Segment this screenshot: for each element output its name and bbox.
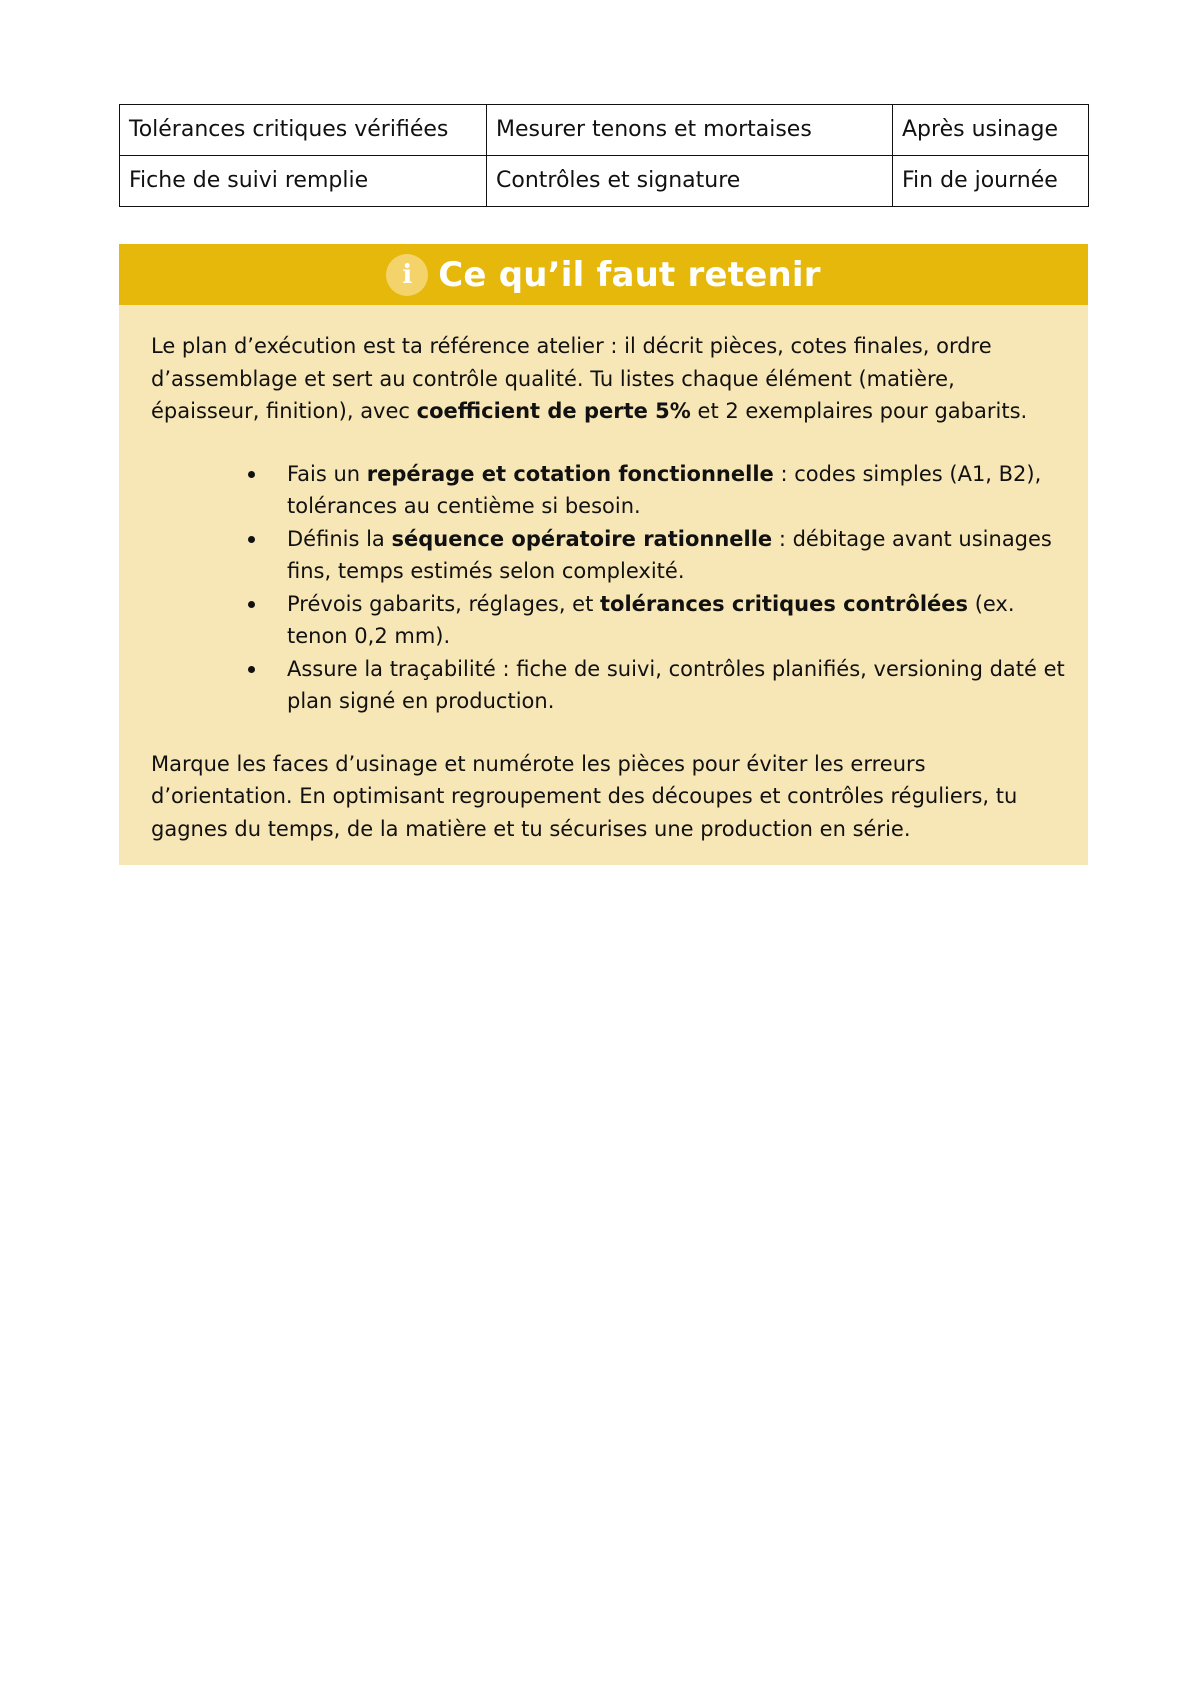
- bullet-bold: repérage et cotation fonctionnelle: [366, 461, 774, 486]
- table-row: [120, 156, 1089, 207]
- intro-bold: coefficient de perte 5%: [416, 399, 691, 423]
- bullet-text: Fais un: [287, 461, 367, 486]
- table-cell: Mesurer tenons et mortaises: [487, 105, 893, 156]
- intro-paragraph: [151, 330, 1066, 428]
- bullet-text: Prévois gabarits, réglages, et: [287, 591, 601, 616]
- bullet-bold: séquence opératoire rationnelle: [391, 526, 773, 551]
- list-item: [287, 523, 1066, 588]
- bullet-text: Assure la traçabilité : fiche de suivi, contrôles planifiés, versioning daté et plan signé en production.: [287, 656, 1065, 713]
- table-cell: Après usinage: [893, 105, 1089, 156]
- list-item: [287, 458, 1066, 523]
- key-takeaways-callout: [119, 244, 1088, 865]
- info-icon: i: [386, 254, 428, 296]
- table-cell: Fiche de suivi remplie: [120, 156, 487, 207]
- list-item: [287, 588, 1066, 653]
- table-cell: Contrôles et signature: [487, 156, 893, 207]
- checklist-table: [119, 104, 1089, 207]
- bullet-text: (ex. tenon 0,2 mm).: [287, 591, 1015, 648]
- list-item: [287, 653, 1066, 718]
- table-row: [120, 105, 1089, 156]
- outro-paragraph: Marque les faces d’usinage et numérote les pièces pour éviter les erreurs d’orientation. En optimisant regroupement des découpes et contrôles réguliers, tu gagnes du temps, de la matière et tu sécurises une production en série.: [151, 751, 1018, 841]
- intro-text-end: et 2 exemplaires pour gabarits.: [690, 399, 1028, 423]
- callout-title-wrap: [119, 244, 1088, 305]
- callout-body: [151, 330, 1066, 845]
- table-cell: Fin de journée: [893, 156, 1089, 207]
- intro-text: Le plan d’exécution est ta référence atelier : il décrit pièces, cotes finales, ordre d’assemblage et sert au contrôle qualité. Tu listes chaque élément (matière, épaisseur, finition), avec: [151, 334, 992, 423]
- callout-title: Ce qu’il faut retenir: [438, 254, 821, 295]
- bullet-text: : débitage avant usinages fins, temps estimés selon complexité.: [287, 526, 1052, 583]
- table-cell: Tolérances critiques vérifiées: [120, 105, 487, 156]
- bullet-text: Définis la: [287, 526, 392, 551]
- callout-header: [119, 244, 1088, 305]
- bullet-list: [151, 458, 1066, 718]
- bullet-text: : codes simples (A1, B2), tolérances au centième si besoin.: [287, 461, 1042, 518]
- bullet-bold: tolérances critiques contrôlées: [600, 591, 969, 616]
